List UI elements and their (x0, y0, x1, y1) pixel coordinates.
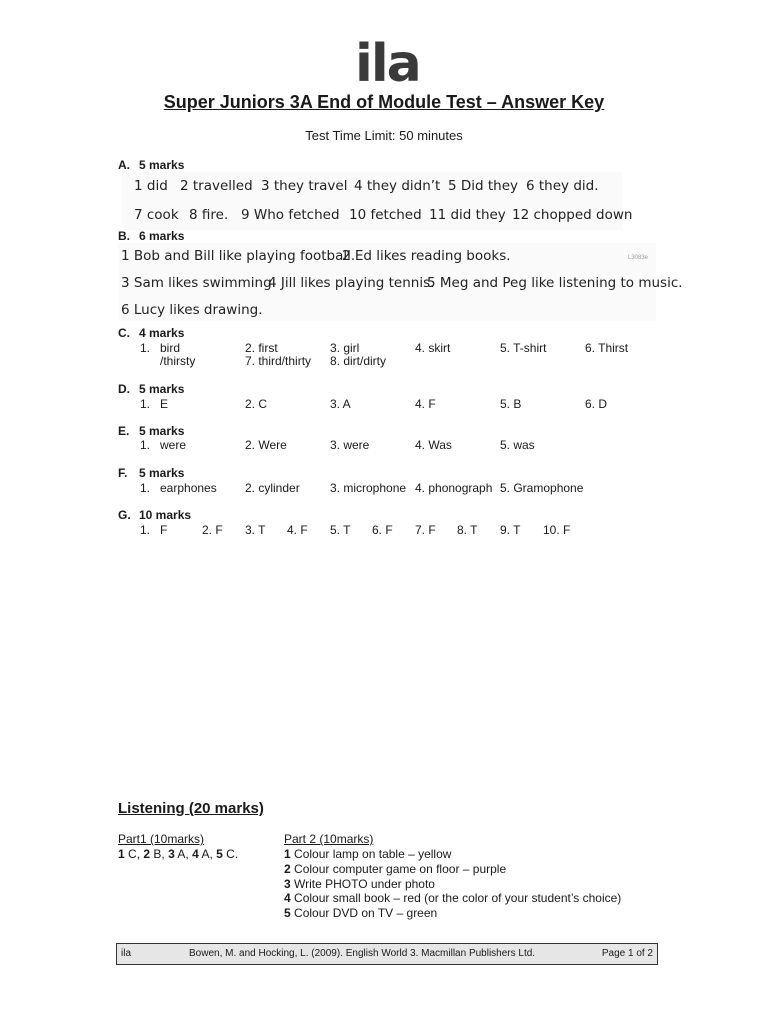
section-b-answers (118, 243, 683, 321)
answer-item: 8 fire. (189, 207, 229, 223)
section-g-heading (118, 508, 191, 522)
item-number: 3 (168, 847, 175, 861)
answer-item: 3 they travel (261, 178, 348, 194)
answer-item: were (160, 438, 187, 452)
answer-item: Colour lamp on table – yellow (290, 847, 452, 861)
answer-item: 3. T (245, 523, 266, 537)
section-letter: B. (118, 229, 130, 243)
answer-item: 10 fetched (349, 207, 422, 223)
footer-left: ila (121, 948, 132, 959)
answer-item: 5. T-shirt (500, 341, 547, 355)
section-f-heading (118, 466, 184, 480)
item-number: 2 (284, 862, 291, 876)
answer-item: 4 they didn’t (354, 178, 441, 194)
answer-item: 4. phonograph (415, 481, 493, 495)
answer-item: Colour DVD on TV – green (290, 906, 438, 920)
answer-item: 6. F (372, 523, 393, 537)
part2-heading: Part 2 (10marks) (284, 832, 374, 846)
ila-logo: ila (355, 34, 420, 94)
answer-item: C, (124, 847, 144, 861)
answer-item: 4. Was (415, 438, 452, 452)
answer-item: 6. Thirst (585, 341, 629, 355)
section-a-answers (122, 172, 633, 230)
answer-item: A, (198, 847, 217, 861)
answer-item: F (160, 523, 168, 537)
listening-heading: Listening (20 marks) (118, 800, 264, 817)
answer-item: 5 Meg and Peg like listening to music. (427, 275, 683, 291)
item-number: 1. (140, 523, 151, 537)
answer-item: Write PHOTO under photo (290, 877, 435, 891)
section-marks: 4 marks (139, 326, 185, 340)
answer-item: 5. Gramophone (500, 481, 584, 495)
answer-item: earphones (160, 481, 217, 495)
section-e-heading (118, 424, 184, 438)
answer-item: 1 Bob and Bill like playing football. (121, 248, 356, 264)
answer-item: C. (222, 847, 239, 861)
item-number: 2 (143, 847, 151, 861)
answer-item: 5 Did they (448, 178, 519, 194)
part2-item (284, 891, 621, 905)
answer-item: 2 Ed likes reading books. (342, 248, 511, 264)
answer-item: 2. Were (245, 438, 287, 452)
answer-item: 6 Lucy likes drawing. (121, 302, 263, 318)
part2-item (284, 862, 506, 876)
page-title: Super Juniors 3A End of Module Test – Answer Key (163, 92, 605, 112)
section-d-heading (118, 382, 184, 396)
section-marks: 10 marks (139, 508, 192, 522)
answer-item: 3 Sam likes swimming. (121, 275, 276, 291)
image-code: L3083e (628, 255, 649, 261)
section-letter: C. (118, 326, 130, 340)
answer-item: 7. F (415, 523, 436, 537)
answer-item: 12 chopped down (512, 207, 633, 223)
answer-item: 5. T (330, 523, 351, 537)
section-letter: E. (118, 424, 130, 438)
item-number: 1 (284, 847, 291, 861)
section-marks: 5 marks (139, 466, 185, 480)
item-number: 1. (140, 481, 151, 495)
answer-item: bird (160, 341, 181, 355)
answer-item: 8. dirt/dirty (330, 354, 387, 368)
answer-item: 4. F (287, 523, 308, 537)
item-number: 4 (192, 847, 199, 861)
item-number: 3 (284, 877, 291, 891)
item-number: 1. (140, 341, 151, 355)
answer-item: 4 Jill likes playing tennis. (268, 275, 435, 291)
answer-item: 6. D (585, 397, 608, 411)
answer-item: 7. third/thirty (245, 354, 312, 368)
answer-item: 2. cylinder (245, 481, 300, 495)
item-number: 1. (140, 438, 151, 452)
answer-item: E (160, 397, 169, 411)
answer-item: 2 travelled (180, 178, 253, 194)
page-number: Page 1 of 2 (601, 948, 653, 959)
part2-item (284, 877, 435, 891)
answer-item: 1 did (134, 178, 168, 194)
answer-item: 9. T (500, 523, 521, 537)
section-marks: 6 marks (139, 229, 185, 243)
section-c-heading (118, 326, 184, 340)
answer-item: 3. girl (330, 341, 360, 355)
section-b-heading (118, 229, 184, 243)
item-number: 4 (284, 891, 291, 905)
part1-answers (118, 847, 238, 861)
answer-item: 3. were (330, 438, 370, 452)
item-number: 5 (216, 847, 223, 861)
answer-item: 3. A (330, 397, 351, 411)
answer-item: 2. first (245, 341, 278, 355)
answer-item: 4. skirt (415, 341, 451, 355)
answer-item: A, (174, 847, 193, 861)
section-marks: 5 marks (139, 424, 185, 438)
answer-item: 4. F (415, 397, 436, 411)
page-footer (116, 943, 658, 965)
answer-item: 11 did they (429, 207, 506, 223)
section-letter: F. (118, 466, 128, 480)
answer-item: 7 cook (134, 207, 179, 223)
section-marks: 5 marks (139, 382, 185, 396)
section-letter: G. (118, 508, 131, 522)
answer-item: 8. T (457, 523, 478, 537)
section-a-heading (118, 158, 184, 172)
answer-item: 6 they did. (526, 178, 599, 194)
item-number: 1 (118, 847, 125, 861)
footer-citation: Bowen, M. and Hocking, L. (2009). English World 3. Macmillan Publishers Ltd. (189, 948, 536, 959)
answer-item: 2. C (245, 397, 268, 411)
answer-item: 2. F (202, 523, 223, 537)
section-letter: A. (118, 158, 130, 172)
answer-item: B, (150, 847, 169, 861)
answer-item: 10. F (543, 523, 571, 537)
answer-item: /thirsty (160, 354, 196, 368)
section-letter: D. (118, 382, 130, 396)
part2-item (284, 906, 437, 920)
answer-item: 3. microphone (330, 481, 407, 495)
time-limit: Test Time Limit: 50 minutes (305, 128, 463, 143)
item-number: 1. (140, 397, 151, 411)
part1-heading: Part1 (10marks) (118, 832, 205, 846)
answer-item: Colour computer game on floor – purple (290, 862, 507, 876)
answer-item: Colour small book – red (or the color of your student’s choice) (290, 891, 622, 905)
answer-item: 9 Who fetched (241, 207, 340, 223)
item-number: 5 (284, 906, 291, 920)
section-marks: 5 marks (139, 158, 185, 172)
answer-item: 5. B (500, 397, 522, 411)
answer-item: 5. was (500, 438, 535, 452)
part2-item (284, 847, 451, 861)
